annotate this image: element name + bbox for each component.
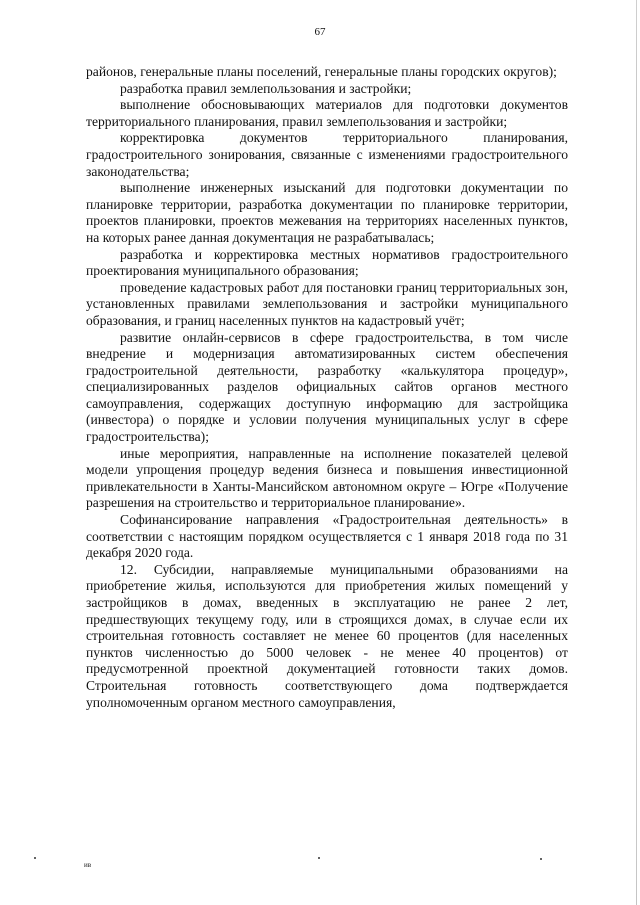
paragraph: Софинансирование направления «Градостроительная деятельность» в соответствии с настоящим порядком осуществляется с 1 января 2018 года по 31 декабря 2020 года.	[86, 512, 568, 561]
paragraph: иные мероприятия, направленные на исполнение показателей целевой модели упрощения процедур ведения бизнеса и повышения инвестиционной привлекательности в Ханты-Мансийском автономном округе – Югре «Получение разрешения на строительство и территориальное планирование».	[86, 445, 568, 511]
page-number: 67	[314, 26, 326, 38]
scan-speck	[34, 857, 36, 859]
paragraph: 12. Субсидии, направляемые муниципальными образованиями на приобретение жилья, используются для приобретения жилых помещений у застройщиков в домах, введенных в эксплуатацию не ранее 2 лет, предшествующих текущему году, или в строящихся домах, в случае если их строительная готовность составляет не менее 60 процентов (для населенных пунктов численностью до 5000 человек - не менее 40 процентов) от предусмотренной проектной документацией готовности таких домов. Строительная готовность соответствующего дома подтверждается уполномоченным органом местного самоуправления,	[86, 561, 568, 710]
scan-edge-line	[636, 0, 637, 905]
paragraph: развитие онлайн-сервисов в сфере градостроительства, в том числе внедрение и модернизация автоматизированных систем обеспечения градостроительной деятельности, разработку «калькулятора процедур», специализированных разделов официальных сайтов органов местного самоуправления, содержащих доступную информацию для застройщика (инвестора) о порядке и условии получения муниципальных услуг в сфере градостроительства);	[86, 329, 568, 445]
paragraph: разработка и корректировка местных нормативов градостроительного проектирования муниципального образования;	[86, 246, 568, 279]
paragraph: проведение кадастровых работ для постановки границ территориальных зон, установленных правилами землепользования и застройки муниципального образования, и границ населенных пунктов на кадастровый учёт;	[86, 279, 568, 328]
paragraph: выполнение инженерных изысканий для подготовки документации по планировке территории, разработка документации по планировке территории, проектов планировки, проектов межевания на территориях населенных пунктов, на которых ранее данная документация не разрабатывалась;	[86, 180, 568, 245]
footer-mark: ив	[84, 861, 92, 869]
paragraph: разработка правил землепользования и застройки;	[120, 80, 412, 96]
paragraph: выполнение обосновывающих материалов для подготовки документов территориального планирования, правил землепользования и застройки;	[86, 97, 568, 129]
paragraph: корректировка документов территориального планирования, градостроительного зонирования, связанные с изменениями градостроительного законодательства;	[86, 130, 568, 179]
paragraph: районов, генеральные планы поселений, генеральные планы городских округов);	[86, 64, 557, 79]
scan-speck	[318, 857, 320, 859]
scan-speck	[540, 858, 542, 860]
document-body	[86, 64, 568, 711]
